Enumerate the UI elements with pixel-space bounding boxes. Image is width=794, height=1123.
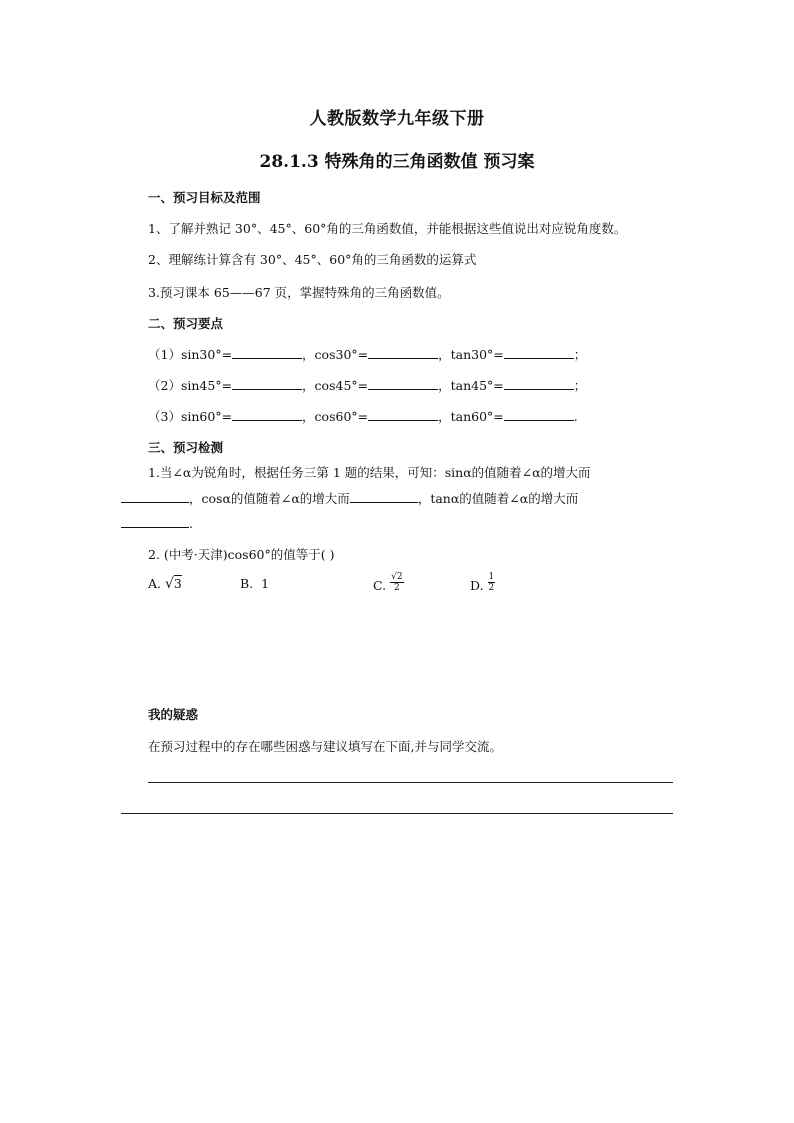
answer-blank[interactable]	[368, 346, 438, 359]
key-point-row-1: （1）sin30°= ，cos30°= ，tan30°= ；	[148, 347, 587, 362]
doubts-instructions: 在预习过程中的存在哪些困惑与建议填写在下面,并与同学交流。	[148, 739, 502, 754]
answer-blank[interactable]	[121, 490, 189, 503]
section-3-heading: 三、预习检测	[148, 440, 224, 455]
objective-item-3: 3.预习课本 65——67 页，掌握特殊角的三角函数值。	[148, 285, 450, 300]
question-1-line-3: .	[121, 515, 193, 531]
key-point-row-3: （3）sin60°= ，cos60°= ，tan60°= .	[148, 409, 578, 424]
answer-blank[interactable]	[350, 490, 418, 503]
sqrt-symbol: √	[165, 576, 174, 592]
answer-blank[interactable]	[232, 408, 302, 421]
doubts-heading: 我的疑惑	[148, 707, 199, 722]
answer-blank[interactable]	[504, 377, 574, 390]
answer-blank[interactable]	[232, 346, 302, 359]
section-1-heading: 一、预习目标及范围	[148, 190, 261, 205]
answer-blank[interactable]	[504, 408, 574, 421]
answer-blank[interactable]	[121, 515, 189, 528]
answer-blank[interactable]	[504, 346, 574, 359]
option-d[interactable]: D. $\frac{1}{2}$	[470, 572, 495, 593]
answer-blank[interactable]	[232, 377, 302, 390]
question-1-line-1: 1.当∠α为锐角时，根据任务三第 1 题的结果，可知：sinα的值随着∠α的增大而	[148, 465, 591, 480]
writing-line-2[interactable]	[121, 813, 673, 814]
answer-blank[interactable]	[368, 408, 438, 421]
fraction: $\frac{√2}{2}$	[391, 572, 403, 593]
objective-item-2: 2、理解练计算含有 30°、45°、60°角的三角函数的运算式	[148, 252, 477, 267]
option-a[interactable]: A. √3	[148, 576, 182, 592]
option-c[interactable]: C. $\frac{√2}{2}$	[373, 572, 403, 593]
fraction: $\frac{1}{2}$	[488, 572, 495, 593]
answer-blank[interactable]	[368, 377, 438, 390]
objective-item-1: 1、了解并熟记 30°、45°、60°角的三角函数值，并能根据这些值说出对应锐角度数。	[148, 221, 627, 236]
writing-line-1[interactable]	[148, 782, 673, 783]
question-2-stem: 2. (中考·天津)cos60°的值等于( )	[148, 547, 335, 562]
document-title: 人教版数学九年级下册	[309, 109, 485, 129]
lesson-title: 28.1.3 特殊角的三角函数值 预习案	[259, 152, 535, 172]
key-point-row-2: （2）sin45°= ，cos45°= ，tan45°= ；	[148, 378, 587, 393]
option-b[interactable]: B. 1	[240, 576, 270, 591]
question-1-line-2: ，cosα的值随着∠α的增大而 ，tanα的值随着∠α的增大而	[121, 489, 578, 507]
section-2-heading: 二、预习要点	[148, 316, 224, 331]
